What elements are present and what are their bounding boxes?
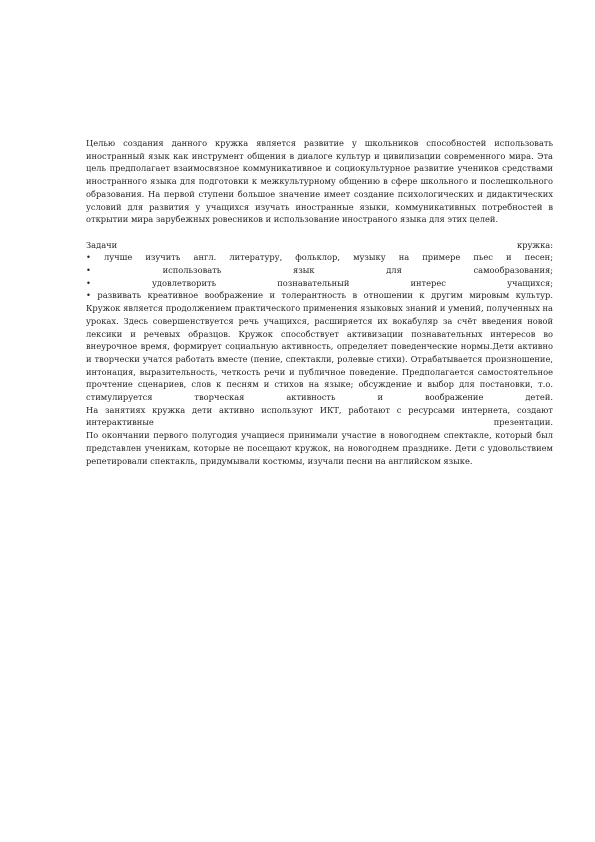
- task-item: • лучше изучить англ. литературу, фольклор, музыку на примере пьес и песен;: [86, 252, 553, 263]
- closing-paragraph: По окончании первого полугодия учащиеся принимали участие в новогоднем спектакле, который был представлен ученикам, которые не посещают кружок, на новогоднем празднике. Дети с удовольствием репетировали спектакль, придумывали костюмы, изучали песни на английском языке.: [86, 430, 553, 466]
- tasks-heading: Задачи кружка:: [86, 239, 553, 250]
- intro-paragraph: Целью создания данного кружка является развитие у школьников способностей использовать иностранный язык как инструмент общения в диалоге культур и цивилизации современного мира. Эта цель предполагает взаимосвязное коммуникативное и социокультурное развитие учеников средствами иностранного языка для подготовки к межкультурному общению в сфере школьного и послешкольного образования. На первой ступени большое значение имеет создание психологических и дидактических условий для развития у учащихся изучать иностранные языки, коммуникативных потребностей в открытии мира зарубежных ровесников и использование иностраного языка для этих целей.: [86, 138, 553, 225]
- task-item: • удовлетворить познавательный интерес учащихся;: [86, 277, 553, 288]
- ict-paragraph: На занятиях кружка дети активно используют ИКТ, работают с ресурсами интернета, создают интерактивные презентации.: [86, 404, 553, 428]
- body-paragraph: Кружок является продолжением практического применения языковых знаний и умений, полученных на уроках. Здесь совершенствуется речь учащихся, расширяется их вокабуляр за счёт введения новой лексики и речевых образцов. Кружок способствует активизации познавательных интересов во внеурочное время, формирует социальную активность, определяет поведенческие нормы.Дети активно и творчески учатся работать вместе (пение, спектакли, ролевые стихи). Отрабатывается произношение, интонация, выразительность, четкость речи и публичное поведение. Предполагается самостоятельное прочтение сценариев, слов к песням и стихов на языке; обсуждение и выбор для постановки, т.о. стимулируется творческая активность и воображение детей.: [86, 303, 553, 403]
- tasks-list: [86, 239, 553, 303]
- task-item: • развивать креативное воображение и толерантность в отношении к другим мировым культур.: [86, 290, 553, 301]
- document-body: [86, 137, 553, 467]
- task-item: • использовать язык для самообразования;: [86, 265, 553, 276]
